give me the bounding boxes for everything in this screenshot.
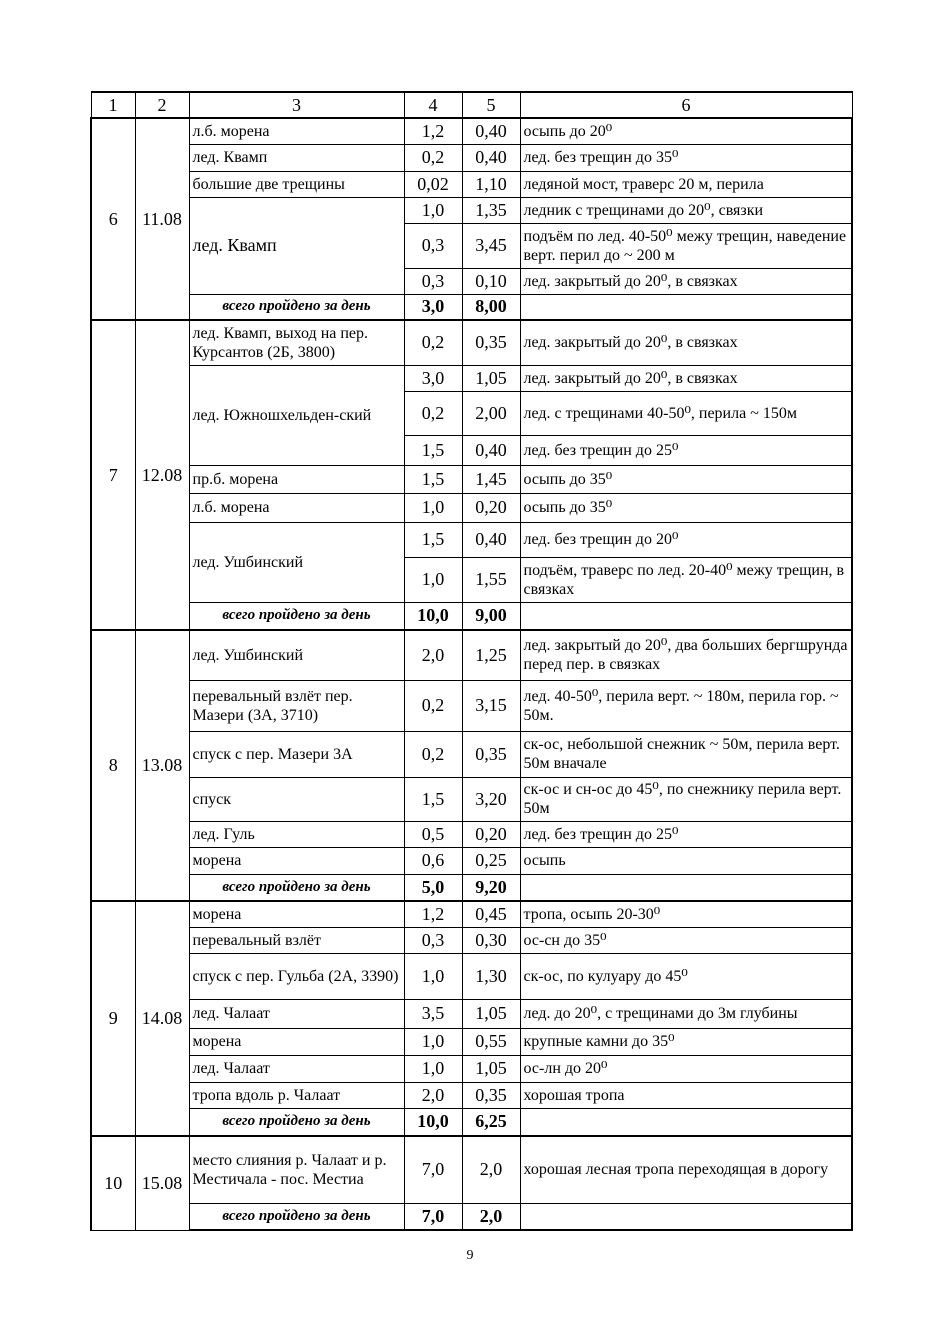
header-cell-4: 4 (404, 92, 462, 118)
distance-cell: 1,0 (404, 493, 462, 522)
table-row (91, 1028, 852, 1055)
segment-cell: лед. Квамп, выход на пер. Курсантов (2Б, 3800) (189, 320, 404, 365)
distance-cell: 3,0 (404, 365, 462, 391)
table-row (91, 1082, 852, 1108)
table-row (91, 118, 852, 144)
total-label: всего пройдено за день (189, 602, 404, 630)
time-cell: 1,10 (462, 171, 520, 197)
description-cell: осыпь до 35⁰ (520, 493, 852, 522)
description-cell: хорошая лесная тропа переходящая в дорогу (520, 1136, 852, 1203)
distance-cell: 0,2 (404, 731, 462, 777)
header-cell-6: 6 (520, 92, 852, 118)
segment-cell: перевальный взлёт (189, 927, 404, 953)
total-distance: 3,0 (404, 294, 462, 320)
header-cell-1: 1 (91, 92, 135, 118)
total-row (91, 602, 852, 630)
time-cell: 1,05 (462, 999, 520, 1028)
total-label: всего пройдено за день (189, 1108, 404, 1136)
date: 15.08 (135, 1136, 189, 1230)
segment-cell: спуск с пер. Гульба (2А, 3390) (189, 953, 404, 999)
description-cell: тропа, осыпь 20-30⁰ (520, 901, 852, 927)
total-row (91, 1203, 852, 1230)
header-row (91, 92, 852, 118)
description-cell: лед. закрытый до 20⁰, два больших бергшрунда перед пер. в связках (520, 630, 852, 680)
description-cell: лед. закрытый до 20⁰, в связках (520, 268, 852, 294)
segment-cell: лед. Квамп (189, 197, 404, 294)
table-row (91, 1055, 852, 1082)
total-row (91, 874, 852, 901)
table-row (91, 901, 852, 927)
description-cell: лед. закрытый до 20⁰, в связках (520, 320, 852, 365)
segment-cell: морена (189, 847, 404, 874)
table-row (91, 847, 852, 874)
distance-cell: 0,3 (404, 268, 462, 294)
header-cell-5: 5 (462, 92, 520, 118)
distance-cell: 0,2 (404, 144, 462, 171)
total-distance: 7,0 (404, 1203, 462, 1230)
description-cell: ск-ос, небольшой снежник ~ 50м, перила верт. 50м вначале (520, 731, 852, 777)
total-time: 9,20 (462, 874, 520, 901)
total-distance: 10,0 (404, 602, 462, 630)
description-cell: осыпь (520, 847, 852, 874)
time-cell: 0,35 (462, 1082, 520, 1108)
distance-cell: 0,2 (404, 391, 462, 435)
description-cell: осыпь до 20⁰ (520, 118, 852, 144)
route-table (90, 91, 853, 1231)
total-distance: 5,0 (404, 874, 462, 901)
description-cell: ледяной мост, траверс 20 м, перила (520, 171, 852, 197)
segment-cell: спуск (189, 777, 404, 821)
total-empty-cell (520, 874, 852, 901)
total-empty-cell (520, 294, 852, 320)
segment-cell: лед. Чалаат (189, 999, 404, 1028)
time-cell: 3,20 (462, 777, 520, 821)
day-number: 8 (91, 630, 135, 901)
description-cell: подъём по лед. 40-50⁰ межу трещин, наведение верт. перил до ~ 200 м (520, 223, 852, 268)
description-cell: ос-сн до 35⁰ (520, 927, 852, 953)
date: 13.08 (135, 630, 189, 901)
description-cell: лед. закрытый до 20⁰, в связках (520, 365, 852, 391)
table-row (91, 522, 852, 557)
distance-cell: 1,0 (404, 953, 462, 999)
table-row (91, 365, 852, 391)
segment-cell: большие две трещины (189, 171, 404, 197)
table-row (91, 953, 852, 999)
day-number: 7 (91, 320, 135, 630)
time-cell: 0,20 (462, 821, 520, 847)
table-row (91, 680, 852, 731)
total-time: 9,00 (462, 602, 520, 630)
time-cell: 1,25 (462, 630, 520, 680)
distance-cell: 0,3 (404, 223, 462, 268)
header-cell-3: 3 (189, 92, 404, 118)
total-label: всего пройдено за день (189, 874, 404, 901)
time-cell: 0,40 (462, 118, 520, 144)
distance-cell: 1,5 (404, 522, 462, 557)
time-cell: 0,45 (462, 901, 520, 927)
header-cell-2: 2 (135, 92, 189, 118)
date: 14.08 (135, 901, 189, 1136)
total-label: всего пройдено за день (189, 1203, 404, 1230)
description-cell: лед. без трещин до 25⁰ (520, 435, 852, 465)
distance-cell: 0,02 (404, 171, 462, 197)
time-cell: 0,25 (462, 847, 520, 874)
segment-cell: место слияния р. Чалаат и р. Местичала - пос. Местиа (189, 1136, 404, 1203)
table-row (91, 197, 852, 223)
distance-cell: 0,2 (404, 320, 462, 365)
table-row (91, 171, 852, 197)
segment-cell: перевальный взлёт пер. Мазери (3А, 3710) (189, 680, 404, 731)
segment-cell: лед. Южношхельден-ский (189, 365, 404, 465)
time-cell: 2,0 (462, 1136, 520, 1203)
description-cell: крупные камни до 35⁰ (520, 1028, 852, 1055)
table-row (91, 144, 852, 171)
segment-cell: тропа вдоль р. Чалаат (189, 1082, 404, 1108)
total-empty-cell (520, 602, 852, 630)
segment-cell: л.б. морена (189, 118, 404, 144)
time-cell: 1,05 (462, 365, 520, 391)
total-empty-cell (520, 1108, 852, 1136)
table-row (91, 493, 852, 522)
distance-cell: 0,5 (404, 821, 462, 847)
day-number: 9 (91, 901, 135, 1136)
total-distance: 10,0 (404, 1108, 462, 1136)
description-cell: ск-ос и сн-ос до 45⁰, по снежнику перила верт. 50м (520, 777, 852, 821)
table-row (91, 1136, 852, 1203)
distance-cell: 1,0 (404, 197, 462, 223)
time-cell: 0,40 (462, 435, 520, 465)
table-row (91, 320, 852, 365)
segment-cell: лед. Квамп (189, 144, 404, 171)
segment-cell: лед. Ушбинский (189, 630, 404, 680)
date: 11.08 (135, 118, 189, 320)
total-row (91, 1108, 852, 1136)
segment-cell: морена (189, 901, 404, 927)
segment-cell: пр.б. морена (189, 465, 404, 493)
time-cell: 1,05 (462, 1055, 520, 1082)
time-cell: 3,15 (462, 680, 520, 731)
description-cell: лед. 40-50⁰, перила верт. ~ 180м, перила гор. ~ 50м. (520, 680, 852, 731)
table-row (91, 630, 852, 680)
description-cell: ск-ос, по кулуару до 45⁰ (520, 953, 852, 999)
description-cell: хорошая тропа (520, 1082, 852, 1108)
distance-cell: 2,0 (404, 630, 462, 680)
table-row (91, 927, 852, 953)
description-cell: ос-лн до 20⁰ (520, 1055, 852, 1082)
total-label: всего пройдено за день (189, 294, 404, 320)
description-cell: подъём, траверс по лед. 20-40⁰ межу трещин, в связках (520, 557, 852, 602)
time-cell: 1,35 (462, 197, 520, 223)
description-cell: лед. до 20⁰, с трещинами до 3м глубины (520, 999, 852, 1028)
distance-cell: 1,0 (404, 1055, 462, 1082)
distance-cell: 1,5 (404, 465, 462, 493)
description-cell: лед. без трещин до 25⁰ (520, 821, 852, 847)
distance-cell: 1,5 (404, 435, 462, 465)
time-cell: 1,30 (462, 953, 520, 999)
description-cell: лед. без трещин до 35⁰ (520, 144, 852, 171)
time-cell: 0,35 (462, 320, 520, 365)
distance-cell: 1,0 (404, 557, 462, 602)
date: 12.08 (135, 320, 189, 630)
distance-cell: 1,0 (404, 1028, 462, 1055)
distance-cell: 1,2 (404, 118, 462, 144)
segment-cell: лед. Ушбинский (189, 522, 404, 602)
time-cell: 0,40 (462, 522, 520, 557)
description-cell: ледник с трещинами до 20⁰, связки (520, 197, 852, 223)
segment-cell: лед. Чалаат (189, 1055, 404, 1082)
distance-cell: 1,2 (404, 901, 462, 927)
time-cell: 0,20 (462, 493, 520, 522)
table-row (91, 999, 852, 1028)
segment-cell: спуск с пер. Мазери 3А (189, 731, 404, 777)
page-number: 9 (466, 1248, 474, 1263)
table-row (91, 465, 852, 493)
distance-cell: 0,3 (404, 927, 462, 953)
table-row (91, 777, 852, 821)
day-number: 6 (91, 118, 135, 320)
table-row (91, 731, 852, 777)
time-cell: 0,55 (462, 1028, 520, 1055)
distance-cell: 0,2 (404, 680, 462, 731)
total-time: 6,25 (462, 1108, 520, 1136)
total-time: 2,0 (462, 1203, 520, 1230)
segment-cell: л.б. морена (189, 493, 404, 522)
segment-cell: морена (189, 1028, 404, 1055)
time-cell: 0,40 (462, 144, 520, 171)
distance-cell: 3,5 (404, 999, 462, 1028)
description-cell: лед. с трещинами 40-50⁰, перила ~ 150м (520, 391, 852, 435)
total-time: 8,00 (462, 294, 520, 320)
time-cell: 0,10 (462, 268, 520, 294)
total-row (91, 294, 852, 320)
time-cell: 2,00 (462, 391, 520, 435)
segment-cell: лед. Гуль (189, 821, 404, 847)
time-cell: 1,55 (462, 557, 520, 602)
time-cell: 0,35 (462, 731, 520, 777)
time-cell: 1,45 (462, 465, 520, 493)
distance-cell: 7,0 (404, 1136, 462, 1203)
total-empty-cell (520, 1203, 852, 1230)
time-cell: 3,45 (462, 223, 520, 268)
description-cell: лед. без трещин до 20⁰ (520, 522, 852, 557)
time-cell: 0,30 (462, 927, 520, 953)
distance-cell: 0,6 (404, 847, 462, 874)
description-cell: осыпь до 35⁰ (520, 465, 852, 493)
day-number: 10 (91, 1136, 135, 1230)
table-row (91, 821, 852, 847)
distance-cell: 2,0 (404, 1082, 462, 1108)
distance-cell: 1,5 (404, 777, 462, 821)
